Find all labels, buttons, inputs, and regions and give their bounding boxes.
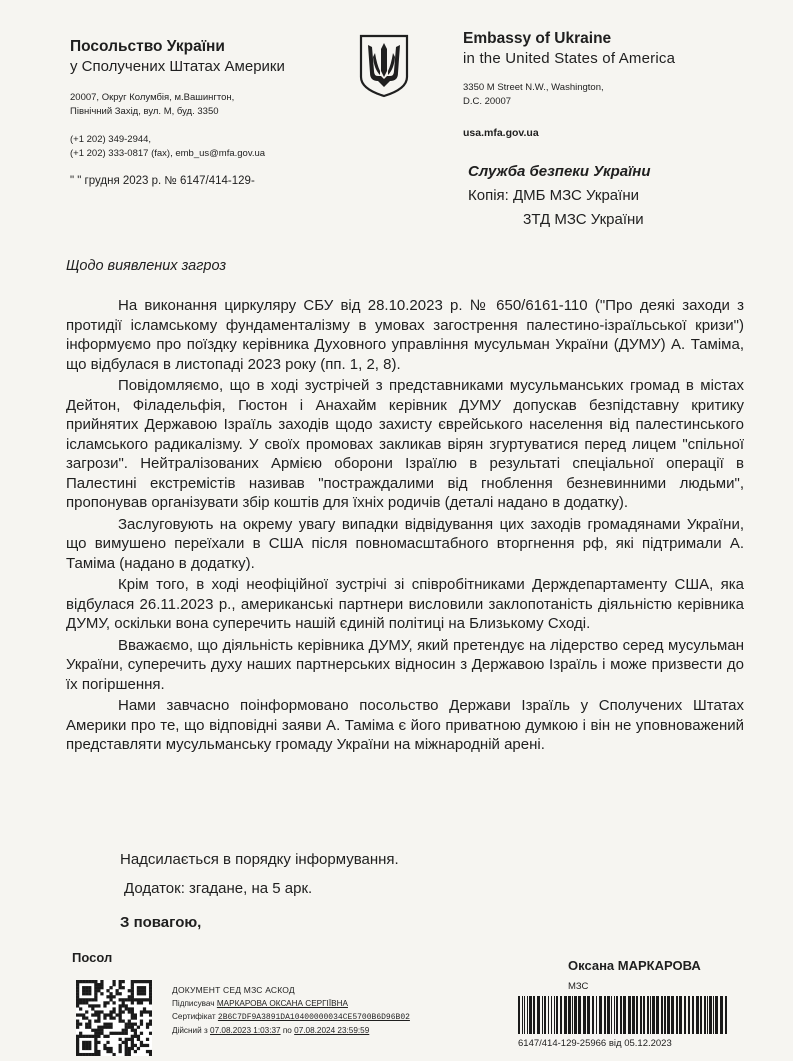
esign-cert-value: 2B6C7DF9A3891DA10400000034CE5700B6D96B02 [217, 1013, 410, 1022]
org-name-ua: Посольство України [70, 38, 225, 55]
body-paragraph: Заслуговують на окрему увагу випадки відвідування цих заходів громадянами України, що вимушено переїхали в США після повномасштабного вторгнення рф, які підтримали А. Таміма (надано в додатку). [66, 515, 744, 572]
header-right [463, 30, 763, 139]
esign-cert-label: Сертифікат [172, 1012, 216, 1021]
notice-line: Надсилається в порядку інформування. [120, 851, 399, 868]
trident-coat-of-arms-icon [358, 33, 410, 99]
phone-line: (+1 202) 349-2944, [70, 134, 152, 145]
subject-line: Щодо виявлених загроз [66, 258, 227, 274]
esign-valid-label: Дійсний з [172, 1026, 208, 1035]
address-ua [70, 91, 370, 119]
esign-title: ДОКУМЕНТ СЕД МЗС АСКОД [172, 985, 295, 995]
address-ua-line: 20007, Округ Колумбія, м.Вашингтон, [70, 92, 235, 103]
recipient-copy-2: 3ТД МЗС України [523, 211, 644, 228]
body-paragraph: Повідомляємо, що в ході зустрічей з представниками мусульманських громад в містах Дейтон, Філадельфія, Гюстон і Анахайм керівник ДУМУ допускав безпідставну критику прийнятих Державою Ізраїль заходів щодо захисту єврейського населення від палестинського ісламського радикалізму. У своїх промовах закликав вірян згуртуватися перед лицем "спільної загрози". Нейтралізованих Армією оборони Ізраїлю в результаті спеціальної операції в Палестині екстремістів називав "постраждалими від гноблення безневинними людьми", пропонував організувати збір коштів для їхніх родичів (деталі надано в додатку). [66, 377, 744, 511]
esign-cert-row [172, 1010, 472, 1024]
body-paragraph: Нами завчасно поінформовано посольство Держави Ізраїль у Сполучених Штатах Америки про те, що відповідні заяви А. Таміма є його приватною думкою і він не уповноважений представляти мусульманську громаду України на міжнародній арені. [66, 697, 744, 753]
recipients-block [468, 160, 768, 232]
body-paragraph: Крім того, в ході неофіційної зустрічі зі співробітниками Держдепартаменту США, яка відбулася 26.11.2023 р., американські партнери висловили заклопотаність діяльністю керівника ДУМУ, оскільки вона суперечить нашій єдиній політиці на Близькому Сході. [66, 576, 744, 632]
esign-signer-row [172, 997, 472, 1010]
org-name-en: Embassy of Ukraine [463, 30, 612, 47]
org-subname-en: in the United States of America [463, 50, 676, 67]
qr-code [76, 980, 152, 1056]
recipient-copy-1: Копія: ДМБ МЗС України [468, 187, 639, 204]
body-paragraph: Вважаємо, що діяльність керівника ДУМУ, який претендує на лідерство серед мусульман України, суперечить духу наших партнерських відносин з Державою Ізраїль і може призвести до їх погіршення. [66, 636, 744, 693]
website: usa.mfa.gov.ua [463, 127, 539, 139]
letter-body [66, 296, 744, 757]
closing-regards: З повагою, [120, 914, 202, 931]
address-en-line: D.C. 20007 [463, 96, 512, 107]
fax-email-line: (+1 202) 333-0817 (fax), emb_us@mfa.gov.ua [70, 148, 266, 159]
esign-valid-to-label: по [282, 1026, 292, 1035]
address-en-line: 3350 M Street N.W., Washington, [463, 82, 604, 93]
barcode-number: 6147/414-129-25966 від 05.12.2023 [518, 1038, 672, 1049]
e-signature-block [172, 984, 472, 1037]
signer-name: Оксана МАРКАРОВА [568, 958, 701, 973]
contacts-ua [70, 133, 370, 161]
esign-signer-label: Підписувач [172, 999, 215, 1008]
address-ua-line: Північний Захід, вул. М, буд. 3350 [70, 106, 219, 117]
body-paragraph: На виконання циркуляру СБУ від 28.10.2023 р. № 650/6161-110 ("Про деякі заходи з протидії ісламському фундаменталізму в умовах загострення палестино-ізраїльської кризи") інформуємо про поїздку керівника Духовного управління мусульман України (ДУМУ) А. Таміма, що відбулася в листопаді 2023 року (пп. 1, 2, 8). [66, 297, 744, 373]
esign-valid-from: 07.08.2023 1:03:37 [210, 1026, 281, 1035]
barcode-label: МЗС [568, 981, 589, 992]
barcode [518, 996, 728, 1034]
date-and-number: " " грудня 2023 р. № 6147/414-129- [70, 175, 255, 187]
appendix-line: Додаток: згадане, на 5 арк. [124, 880, 313, 897]
org-subname-ua: у Сполучених Штатах Америки [70, 58, 285, 75]
address-en [463, 81, 763, 109]
recipient-main: Служба безпеки України [468, 163, 651, 180]
signer-position: Посол [72, 950, 113, 965]
esign-signer-name: МАРКАРОВА ОКСАНА СЕРГІЇВНА [216, 999, 348, 1008]
esign-valid-to: 07.08.2024 23:59:59 [294, 1026, 370, 1035]
esign-valid-row [172, 1024, 472, 1037]
header-left [70, 38, 370, 187]
